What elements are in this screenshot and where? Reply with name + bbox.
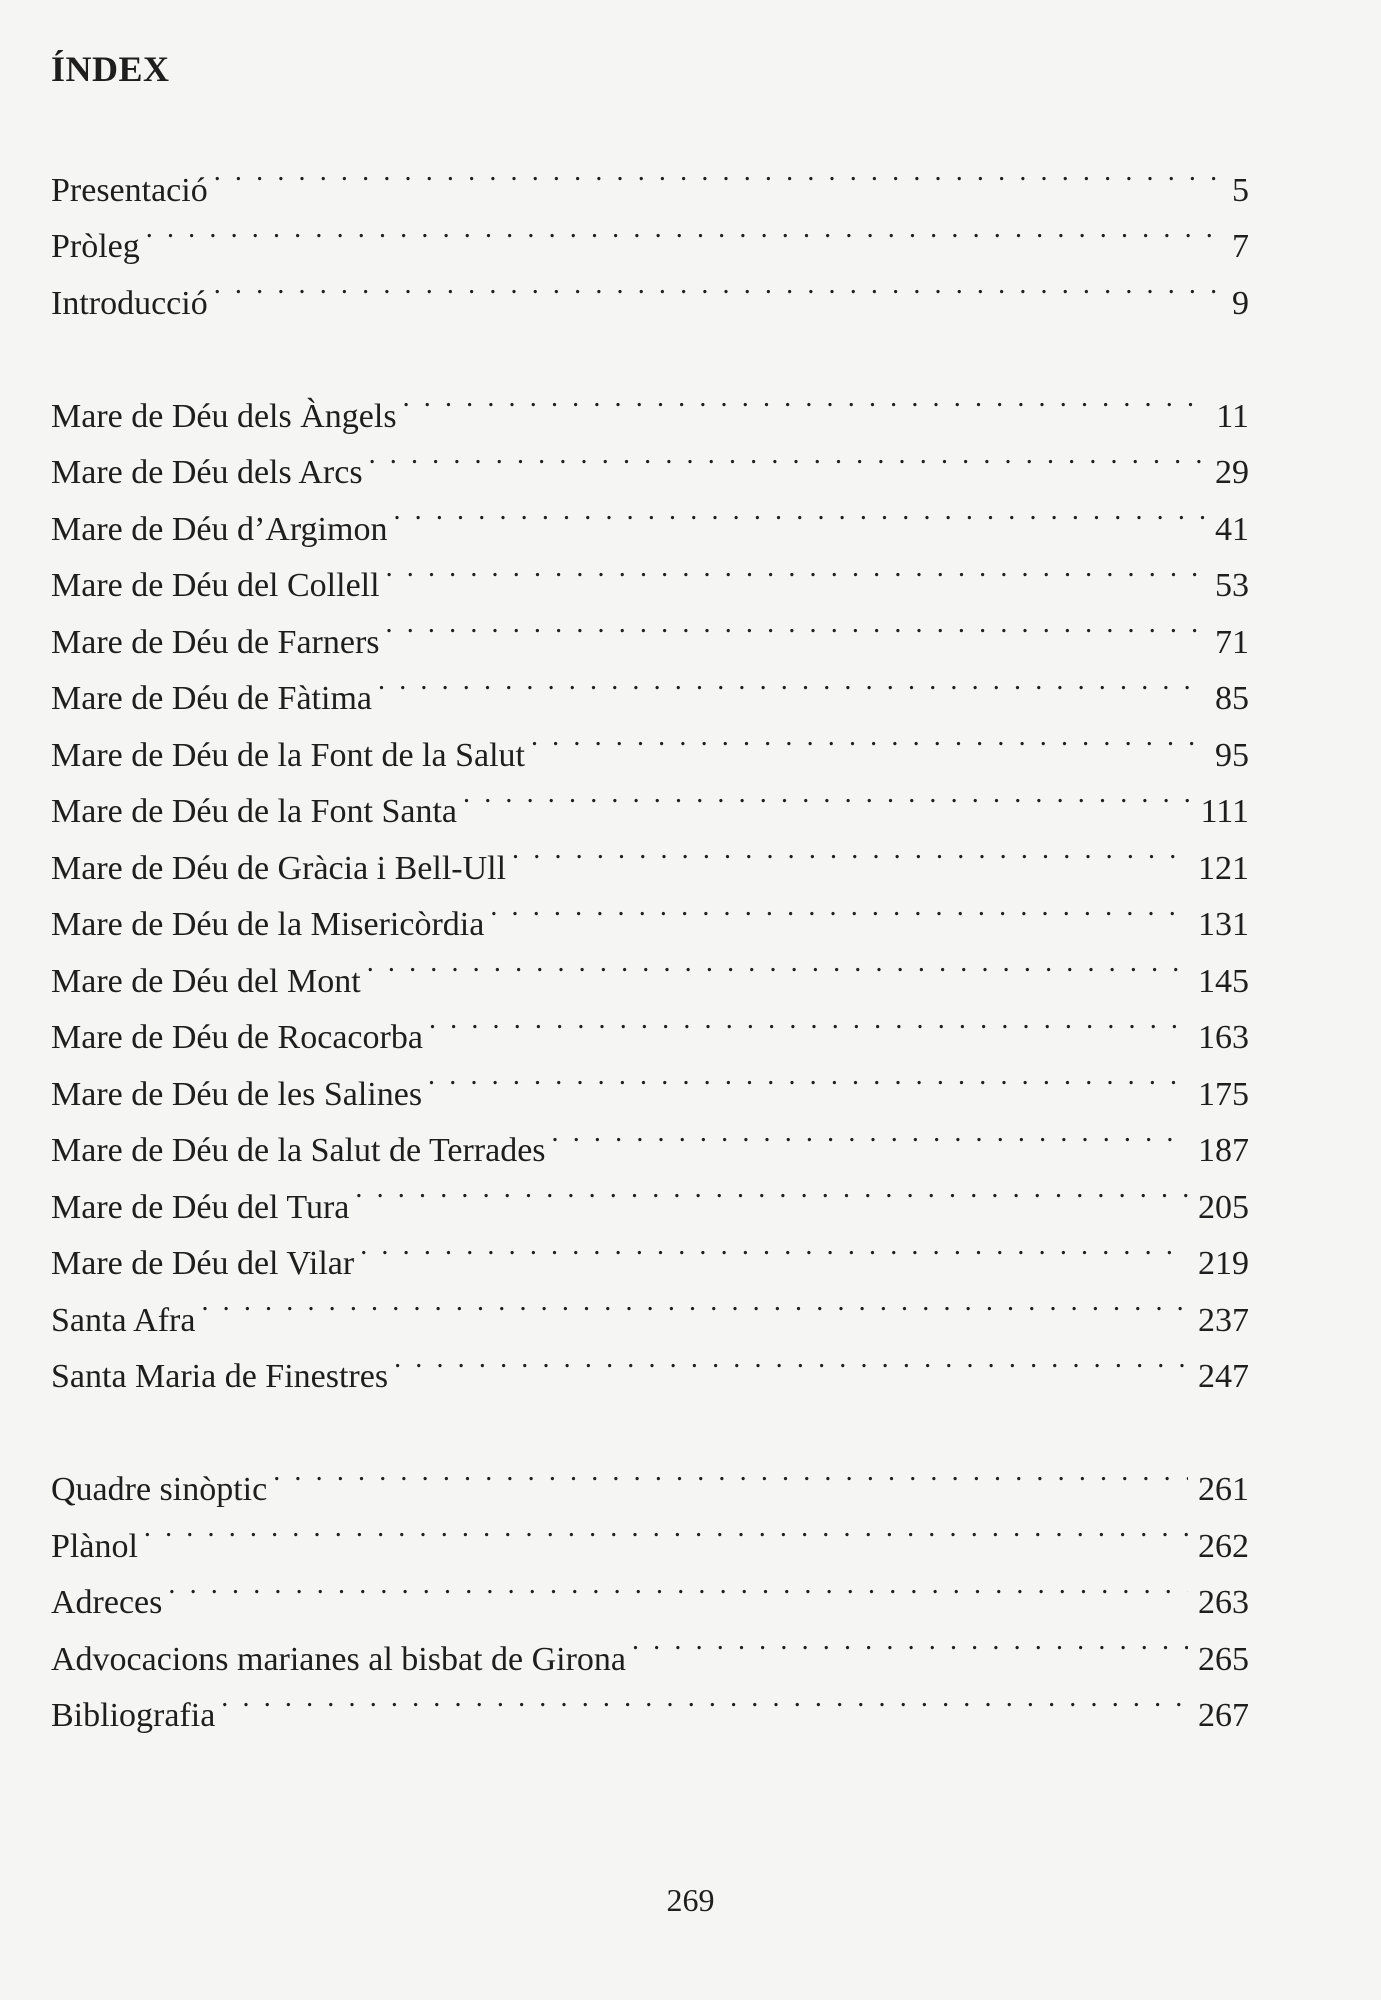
toc-entry[interactable] (51, 1331, 1249, 1395)
dot-leader (428, 1048, 1188, 1105)
dot-leader (394, 1331, 1188, 1388)
dot-leader (393, 483, 1205, 540)
toc-entry-page: 145 (1198, 962, 1249, 1000)
toc-entry-page: 263 (1198, 1584, 1249, 1621)
dot-leader (367, 935, 1188, 992)
toc-entry[interactable] (51, 201, 1249, 265)
toc-entry-title: Mare de Déu de Rocacorba (51, 1019, 423, 1056)
toc-entry-page: 95 (1215, 736, 1249, 774)
toc-entry-title: Santa Afra (51, 1301, 196, 1339)
dot-leader (490, 879, 1188, 936)
toc-entry[interactable] (51, 257, 1249, 322)
toc-entry-title: Advocacions marianes al bisbat de Girona (51, 1640, 626, 1678)
dot-leader (386, 596, 1205, 653)
toc-entry-title: Quadre sinòptic (51, 1471, 268, 1508)
toc-entry-page: 41 (1215, 510, 1249, 548)
page-number: 269 (666, 1882, 715, 1918)
toc-entry-page: 265 (1198, 1640, 1249, 1678)
dot-leader (146, 201, 1222, 258)
table-of-contents (51, 144, 1249, 1734)
toc-entry-page: 7 (1232, 228, 1249, 265)
toc-entry-page: 205 (1198, 1188, 1249, 1226)
toc-entry-page: 261 (1198, 1471, 1249, 1508)
toc-entry-page: 5 (1232, 171, 1249, 209)
toc-entry[interactable] (51, 144, 1249, 209)
toc-entry-page: 11 (1216, 397, 1249, 435)
dot-leader (144, 1500, 1188, 1557)
toc-entry-page: 237 (1198, 1301, 1249, 1339)
toc-entry-title: Mare de Déu d’Argimon (51, 510, 388, 548)
toc-entry-page: 111 (1200, 793, 1249, 830)
toc-entry-title: Mare de Déu del Mont (51, 962, 361, 1000)
dot-leader (552, 1105, 1188, 1162)
toc-entry-page: 247 (1198, 1358, 1249, 1395)
toc-entry[interactable] (51, 1500, 1249, 1565)
dot-leader (531, 709, 1205, 766)
toc-entry-title: Mare de Déu de Farners (51, 623, 380, 661)
dot-leader (403, 370, 1207, 427)
dot-leader (360, 1218, 1188, 1275)
toc-entry-page: 29 (1215, 454, 1249, 491)
toc-entry-title: Adreces (51, 1584, 163, 1621)
toc-entry-page: 219 (1198, 1245, 1249, 1282)
toc-entry-title: Mare de Déu de les Salines (51, 1075, 423, 1113)
dot-leader (463, 766, 1191, 823)
toc-entry-page: 85 (1215, 680, 1249, 717)
dot-leader (355, 1161, 1188, 1218)
dot-leader (221, 1670, 1188, 1727)
toc-entry-title: Mare de Déu de la Salut de Terrades (51, 1132, 546, 1169)
toc-entry-page: 187 (1198, 1132, 1249, 1169)
toc-entry-page: 131 (1198, 906, 1249, 943)
toc-entry-title: Mare de Déu dels Arcs (51, 454, 363, 491)
toc-entry-page: 121 (1198, 849, 1249, 887)
dot-leader (429, 992, 1188, 1049)
dot-leader (168, 1557, 1188, 1614)
toc-entry-title: Mare de Déu de la Font de la Salut (51, 736, 525, 774)
dot-leader (273, 1444, 1188, 1501)
toc-entry[interactable] (51, 1274, 1249, 1339)
toc-entry[interactable] (51, 1557, 1249, 1621)
toc-entry-title: Mare de Déu de Gràcia i Bell-Ull (51, 849, 507, 887)
toc-entry-page: 53 (1215, 567, 1249, 604)
dot-leader (369, 427, 1205, 484)
toc-entry-title: Mare de Déu del Vilar (51, 1245, 355, 1282)
dot-leader (632, 1613, 1188, 1670)
toc-entry-title: Bibliografia (51, 1697, 216, 1734)
toc-entry-title: Plànol (51, 1527, 138, 1565)
toc-entry-page: 71 (1215, 623, 1249, 661)
dot-leader (214, 144, 1222, 201)
index-title: ÍNDEX (51, 49, 170, 89)
dot-leader (386, 540, 1205, 597)
dot-leader (201, 1274, 1188, 1331)
toc-entry-page: 262 (1198, 1527, 1249, 1565)
toc-entry-page: 9 (1232, 284, 1249, 322)
dot-leader (214, 257, 1222, 314)
section-gap (51, 314, 1249, 371)
toc-entry[interactable] (51, 1613, 1249, 1678)
toc-entry[interactable] (51, 1444, 1249, 1508)
toc-entry[interactable] (51, 370, 1249, 435)
dot-leader (512, 822, 1188, 879)
toc-entry[interactable] (51, 1670, 1249, 1734)
toc-entry-title: Mare de Déu de Fàtima (51, 680, 372, 717)
toc-entry-page: 163 (1198, 1019, 1249, 1056)
toc-entry-title: Mare de Déu de la Misericòrdia (51, 906, 485, 943)
dot-leader (378, 653, 1205, 710)
toc-entry-title: Santa Maria de Finestres (51, 1358, 389, 1395)
toc-entry-title: Introducció (51, 284, 208, 322)
toc-entry-title: Mare de Déu del Collell (51, 567, 380, 604)
toc-entry-title: Pròleg (51, 228, 140, 265)
toc-entry-title: Mare de Déu de la Font Santa (51, 793, 457, 830)
toc-entry-page: 267 (1198, 1697, 1249, 1734)
toc-entry-title: Mare de Déu dels Àngels (51, 397, 397, 435)
toc-entry-title: Mare de Déu del Tura (51, 1188, 350, 1226)
toc-entry-page: 175 (1198, 1075, 1249, 1113)
toc-entry-title: Presentació (51, 171, 208, 209)
